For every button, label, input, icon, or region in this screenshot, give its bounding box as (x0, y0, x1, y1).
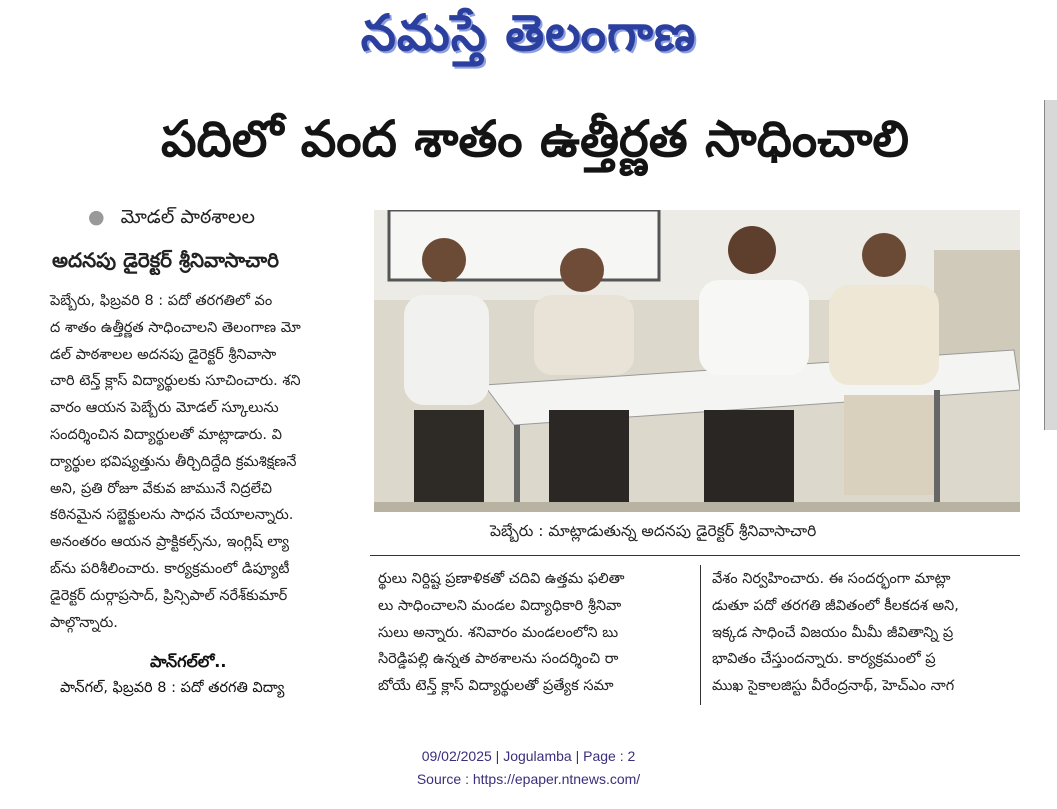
footer-source: Source : https://epaper.ntnews.com/ (416, 771, 641, 787)
column-divider (700, 565, 701, 705)
article-column-2 (378, 566, 688, 700)
column-line: పాల్గొన్నారు. (50, 614, 118, 631)
column-line: చారి టెన్త్ క్లాస్ విద్యార్థులకు సూచించారు. శని (50, 373, 301, 390)
column-line: బ్‌ను పరిశీలించారు. కార్యక్రమంలో డిప్యూటీ (50, 560, 290, 577)
column-line: ముఖ సైకాలజిస్టు వీరేంద్రనాథ్, హెచ్‌ఎం నాగ (712, 678, 955, 695)
newspaper-masthead: నమస్తే తెలంగాణ (360, 4, 697, 62)
column-line: వేశం నిర్వహించారు. ఈ సందర్భంగా మాట్లా (712, 571, 951, 587)
subhead-line-1-text: మోడల్ పాఠశాలల (120, 206, 255, 228)
column-line: బోయే టెన్త్ క్లాస్ విద్యార్థులతో ప్రత్యేక సమా (378, 678, 614, 695)
column-line: కఠినమైన సబ్జెక్టులను సాధన చేయాలన్నారు. (50, 507, 294, 524)
column-line: భావితం చేస్తుందన్నారు. కార్యక్రమంలో ప్ర (712, 651, 936, 668)
column-line: ర్థులు నిర్దిష్ట ప్రణాళికతో చదివి ఉత్తమ ఫలితా (378, 571, 625, 587)
column-line: ద్యార్థుల భవిష్యత్తును తీర్చిదిద్దేది క్రమశిక్షణనే (50, 453, 297, 470)
column-1-subhead: పాన్‌గల్‌లో.. (150, 652, 227, 671)
column-line: ద శాతం ఉత్తీర్ణత సాధించాలని తెలంగాణ మో (50, 319, 301, 336)
column-line: అనంతరం ఆయన ప్రాక్టికల్స్‌ను, ఇంగ్లిష్ ల్యా (50, 534, 290, 551)
bullet-icon: ● (88, 206, 105, 228)
column-line: అని, ప్రతి రోజూ వేకువ జామునే నిద్రలేచి (50, 480, 273, 497)
photo-caption: పెబ్బేరు : మాట్లాడుతున్న అదనపు డైరెక్టర్ శ్రీనివాసాచారి (490, 522, 817, 540)
footer-date-edition: 09/02/2025 | Jogulamba | Page : 2 (421, 748, 636, 764)
column-1-tail-line: పాన్‌గల్, ఫిబ్రవరి 8 : పదో తరగతి విద్యా (60, 680, 285, 696)
news-photo-illustration (374, 210, 1020, 512)
column-line: సందర్శించిన విద్యార్థులతో మాట్లాడారు. వి (50, 426, 282, 443)
column-line: పెబ్బేరు, ఫిబ్రవరి 8 : పదో తరగతిలో వం (50, 293, 273, 309)
news-photo (374, 210, 1020, 512)
column-line: డైరెక్టర్ దుర్గాప్రసాద్, ప్రిన్సిపాల్ నరేశ్‌కుమార్ (50, 587, 288, 604)
adjacent-article-photo-edge (1044, 100, 1057, 430)
article-column-3 (712, 566, 1022, 700)
column-line: డల్ పాఠశాలల అదనపు డైరెక్టర్ శ్రీనివాసా (50, 346, 277, 363)
column-line: వారం ఆయన పెబ్బేరు మోడల్ స్కూలును (50, 400, 279, 417)
column-line: సులు అన్నారు. శనివారం మండలంలోని బు (378, 624, 619, 641)
column-line: లు సాధించాలని మండల విద్యాధికారి శ్రీనివా (378, 597, 622, 614)
article-column-1 (50, 288, 350, 636)
subhead-line-1 (88, 206, 255, 233)
column-line: సిరెడ్డిపల్లి ఉన్నత పాఠశాలను సందర్శించి రా (378, 651, 619, 668)
subhead-line-2: అదనపు డైరెక్టర్ శ్రీనివాసాచారి (52, 248, 279, 272)
column-divider (370, 555, 1020, 556)
article-headline: పదిలో వంద శాతం ఉత్తీర్ణత సాధించాలి (160, 110, 910, 168)
column-line: ఇక్కడ సాధించే విజయం మీమీ జీవితాన్ని ప్ర (712, 624, 954, 641)
column-line: డుతూ పదో తరగతి జీవితంలో కీలకదశ అని, (712, 597, 959, 614)
